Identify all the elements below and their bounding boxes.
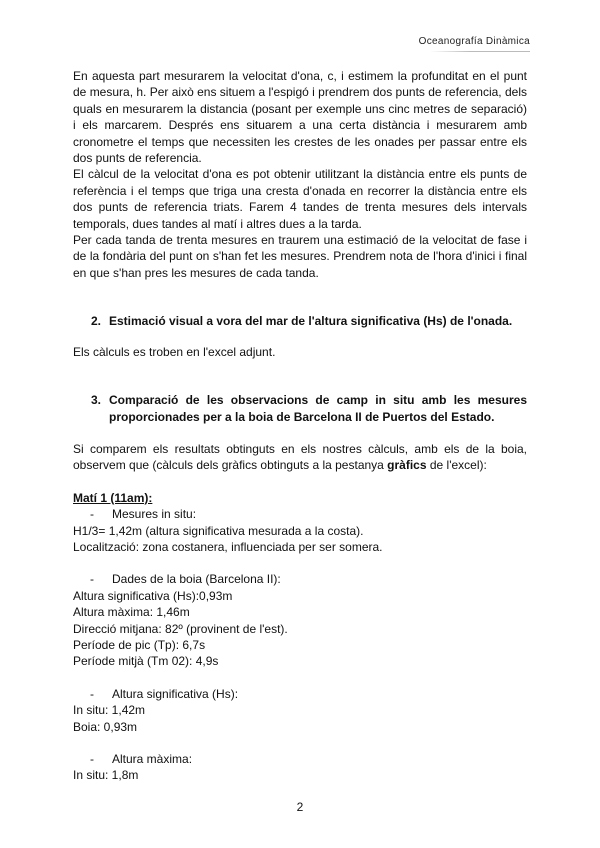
hs-line: Boia: 0,93m <box>73 719 138 734</box>
paragraph-calculation: El càlcul de la velocitat d'ona es pot obtenir utilitzant la distància entre els punts de referència i el temps que triga una cresta d'onada en recorrer la distància entre els dos punts de referencia triats. Farem 4 tandes de trenta mesures dels intervals temporals, dues tandes al matí i altres dues a la tarda. <box>73 167 527 231</box>
hmax-line: In situ: 1,8m <box>73 768 139 783</box>
hs-line: In situ: 1,42m <box>73 703 146 718</box>
section-2-text: Els càlculs es troben en l'excel adjunt. <box>73 344 276 359</box>
boia-label: Dades de la boia (Barcelona II): <box>112 572 281 587</box>
insitu-bullet <box>73 506 527 522</box>
paragraph-estimation: Per cada tanda de trenta mesures en traurem una estimació de la velocitat de fase i de la fondària del punt on s'han fet les mesures. Prendrem nota de l'hora d'inici i final en que s'han pres les mesures de cada tanda. <box>73 233 527 280</box>
section-3-text-before: Si comparem els resultats obtinguts en els nostres càlculs, amb els de la boia, observem que (càlculs dels gràfics obtinguts a la pestanya <box>73 441 527 473</box>
paragraph-method: En aquesta part mesurarem la velocitat d'ona, c, i estimem la profunditat en el punt de mesura, h. Per això ens situem a l'espigó i prendrem dos punts de referencia, dels quals en mesurarem la distancia (posant per exemple uns cinc metres de separació) i els marcarem. Després ens situarem a una certa distància i mesurarem amb cronometre el temps que necessiten les crestes de les onades per passar entre els dos punts de referencia. <box>73 69 527 166</box>
section-2-heading <box>73 313 527 329</box>
dash-marker: - <box>90 507 94 522</box>
hmax-label: Altura màxima: <box>112 752 193 766</box>
section-3-text-after: de l'excel): <box>426 458 487 473</box>
header-rule <box>430 51 530 52</box>
section-2-title: Estimació visual a vora del mar de l'altura significativa (Hs) de l'onada. <box>109 314 513 329</box>
dash-marker: - <box>90 686 94 701</box>
section-3-text-bold: gràfics <box>387 458 427 473</box>
section-3-heading <box>73 392 527 425</box>
running-header: Oceanografía Dinàmica <box>418 36 530 47</box>
insitu-label: Mesures in situ: <box>112 507 197 522</box>
page-number: 2 <box>296 800 304 814</box>
boia-line: Període de pic (Tp): 6,7s <box>73 637 206 652</box>
mati-title: Matí 1 (11am): <box>73 490 153 505</box>
boia-line: Direcció mitjana: 82º (provinent de l'est). <box>73 621 288 636</box>
hs-label: Altura significativa (Hs): <box>112 686 239 701</box>
boia-bullet <box>73 571 527 587</box>
hmax-bullet <box>73 751 527 767</box>
hs-bullet <box>73 686 527 702</box>
boia-line: Altura significativa (Hs):0,93m <box>73 588 233 603</box>
boia-line: Altura màxima: 1,46m <box>73 605 190 620</box>
section-2-number: 2. <box>90 314 101 329</box>
insitu-line: Localització: zona costanera, influenciada per ser somera. <box>73 539 383 554</box>
page-body <box>73 68 527 784</box>
dash-marker: - <box>90 572 94 587</box>
section-3-text <box>73 441 527 474</box>
insitu-line: H1/3= 1,42m (altura significativa mesurada a la costa). <box>73 523 364 538</box>
section-3-number: 3. <box>90 393 101 408</box>
section-3-title: Comparació de les observacions de camp in situ amb les mesures proporcionades per a la boia de Barcelona II de Puertos del Estado. <box>109 393 527 424</box>
dash-marker: - <box>90 752 94 766</box>
boia-line: Període mitjà (Tm 02): 4,9s <box>73 654 219 669</box>
